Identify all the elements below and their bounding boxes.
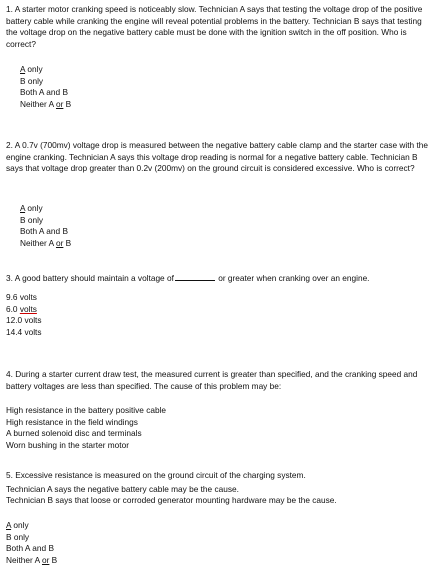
- question-5-line-2: Technician A says the negative battery cable may be the cause.: [6, 483, 239, 494]
- question-5-line-1: 5. Excessive resistance is measured on the ground circuit of the charging system.: [6, 470, 306, 480]
- option-a-letter: A: [20, 64, 26, 74]
- question-5-line-3: Technician B says that loose or corroded generator mounting hardware may be the cause.: [6, 495, 337, 506]
- option-c[interactable]: A burned solenoid disc and terminals: [6, 428, 142, 439]
- question-2-options: [20, 203, 71, 249]
- option-a[interactable]: [20, 203, 71, 215]
- question-5-options: [6, 520, 57, 566]
- option-d-or: or: [55, 237, 64, 248]
- option-b-volts: volts: [19, 303, 37, 314]
- option-a[interactable]: [20, 64, 71, 76]
- option-a[interactable]: [6, 520, 57, 532]
- option-d-text: Neither A: [20, 237, 56, 248]
- question-3-text-end: or greater when cranking over an engine.: [215, 273, 370, 283]
- option-c[interactable]: Both A and B: [20, 226, 68, 237]
- option-d[interactable]: [20, 238, 71, 250]
- option-a-text: only: [25, 64, 43, 74]
- option-a-letter: A: [6, 520, 12, 530]
- option-a-text: only: [11, 520, 29, 530]
- option-b[interactable]: B only: [6, 531, 30, 542]
- option-b[interactable]: [6, 304, 42, 316]
- option-b-text: 6.0: [6, 303, 20, 314]
- option-c[interactable]: Both A and B: [6, 543, 54, 554]
- option-b[interactable]: B only: [20, 75, 44, 86]
- question-3-text: [6, 272, 431, 285]
- option-c[interactable]: 12.0 volts: [6, 315, 42, 326]
- option-c[interactable]: Both A and B: [20, 87, 68, 98]
- question-1-text: 1. A starter motor cranking speed is noticeably slow. Technician A says that testing the voltage drop of the positive battery cable while cranking the engine will reveal potential problems in the battery. Technician B says that testing the voltage drop on the negative battery cable must be done with the ignition switch in the off position. Who is correct?: [6, 4, 423, 49]
- question-5-text: [6, 470, 431, 507]
- answer-blank: [175, 272, 215, 281]
- option-d-end: B: [49, 554, 58, 565]
- option-d-end: B: [63, 98, 72, 109]
- option-b[interactable]: High resistance in the field windings: [6, 416, 138, 427]
- option-d[interactable]: 14.4 volts: [6, 326, 42, 337]
- question-3-options: [6, 292, 42, 338]
- question-4-text: 4. During a starter current draw test, the measured current is greater than specified, and the cranking speed and battery voltages are less than specified. The cause of this problem may be:: [6, 369, 418, 391]
- option-d[interactable]: [6, 555, 57, 567]
- option-a-text: only: [25, 203, 43, 213]
- option-a[interactable]: 9.6 volts: [6, 292, 37, 302]
- option-d[interactable]: Worn bushing in the starter motor: [6, 439, 129, 450]
- option-d-end: B: [63, 237, 72, 248]
- option-d-or: or: [55, 98, 64, 109]
- question-3-text-start: 3. A good battery should maintain a voltage of: [6, 273, 174, 283]
- question-2-text: 2. A 0.7v (700mv) voltage drop is measured between the negative battery cable clamp and the starter case with the engine cranking. Technician A says this voltage drop reading is normal for a negative battery cable. Technician B says that voltage drop greater than 0.2v (200mv) on the ground circuit is considered excessive. Who is correct?: [6, 140, 428, 174]
- option-a[interactable]: High resistance in the battery positive cable: [6, 405, 167, 415]
- option-d-or: or: [41, 554, 50, 565]
- option-b[interactable]: B only: [20, 214, 44, 225]
- option-d-text: Neither A: [6, 554, 42, 565]
- question-4-options: [6, 405, 166, 451]
- option-d[interactable]: [20, 99, 71, 111]
- question-1-options: [20, 64, 71, 110]
- option-d-text: Neither A: [20, 98, 56, 109]
- option-a-letter: A: [20, 203, 26, 213]
